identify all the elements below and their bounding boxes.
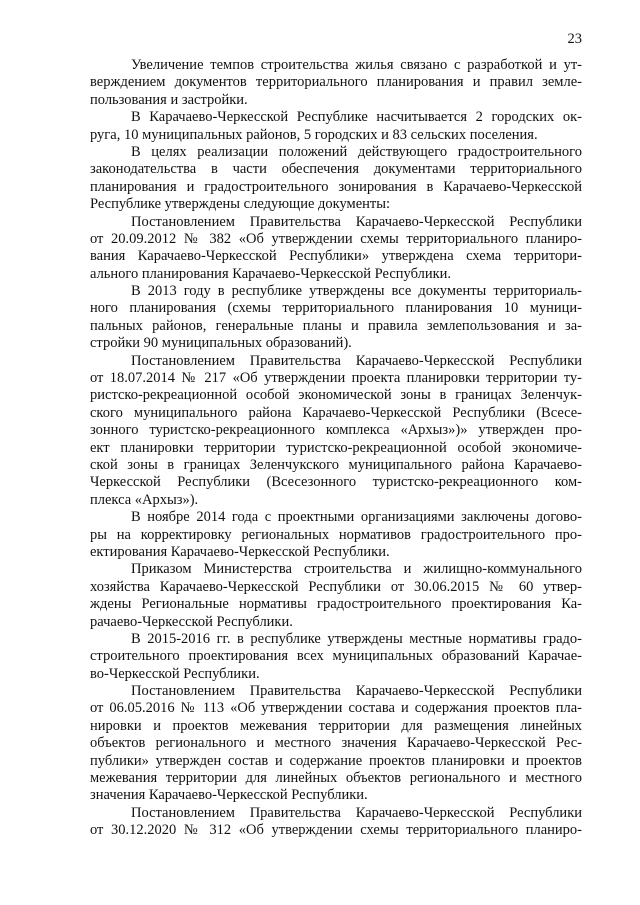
text-line: ального планирования Карачаево-Черкесской Республики. [90,265,452,282]
paragraph [90,57,582,109]
paragraph [90,144,582,214]
text-line: хозяйства Карачаево-Черкесской Республики от 30.06.2015 № 60 утвер- [90,578,582,595]
text-line: межевания территории для линейных объектов регионального и местного [90,770,582,787]
text-line: ного планирования (схемы территориального планирования 10 муници- [90,300,582,317]
text-line: Увеличение темпов строительства жилья связано с разработкой и ут- [131,57,582,73]
text-line: Постановлением Правительства Карачаево-Черкесской Республики [131,213,582,230]
text-line: В 2013 году в республике утверждены все документы территориаль- [131,283,582,300]
text-line: ектирования Карачаево-Черкесской Республики. [90,543,390,560]
paragraph [90,805,582,840]
text-line: ристско-рекреационной особой экономической зоны в границах Зеленчук- [90,387,582,404]
text-line: ского муниципального района Карачаево-Черкесской Республики (Всесе- [90,404,582,421]
text-line: ской зоны в границах Зеленчукского муниципального района Карачаево- [90,456,582,473]
text-line: В ноябре 2014 года с проектными организациями заключены догово- [131,509,582,526]
text-line: зонного туристско-рекреационного комплекса «Архыз»)» утвержден про- [90,422,582,439]
text-line: от 18.07.2014 № 217 «Об утверждении проекта планировки территории ту- [90,370,582,387]
text-line: Черкесской Республики (Всесезонного туристско-рекреационного ком- [90,474,582,491]
paragraph [90,683,582,805]
text-line: Постановлением Правительства Карачаево-Черкесской Республики [131,683,582,700]
text-line: ждены Региональные нормативы градостроительного проектирования Ка- [90,596,582,613]
text-line: Приказом Министерства строительства и жилищно-коммунального [131,561,582,578]
text-line: Постановлением Правительства Карачаево-Черкесской Республики [131,352,582,369]
paragraph [90,353,582,510]
text-line: Республике утверждены следующие документы: [90,196,391,213]
text-line: Постановлением Правительства Карачаево-Черкесской Республики [131,804,582,821]
text-line: пользования и застройки. [90,91,248,108]
text-line: от 06.05.2016 № 113 «Об утверждении состава и содержания проектов пла- [90,700,582,717]
text-line: строительного проектирования всех муниципальных образований Карачае- [90,648,582,665]
text-line: рачаево-Черкесской Республики. [90,613,293,630]
paragraph [90,509,582,561]
text-line: объектов регионального и местного значения Карачаево-Черкесской Рес- [90,735,582,752]
text-line: плекса «Архыз»). [90,491,199,508]
text-line: руга, 10 муниципальных районов, 5 городских и 83 сельских поселения. [90,126,538,143]
text-line: ры на корректировку региональных нормативов градостроительного про- [90,526,582,543]
text-line: В 2015-2016 гг. в республике утверждены местные нормативы градо- [131,630,582,647]
text-line: ект планировки территории туристско-рекреационной особой экономиче- [90,439,582,456]
page-number: 23 [567,31,582,47]
text-line: публики» утвержден состав и содержание проектов планировки и проектов [90,752,582,769]
text-line: нировки и проектов межевания территории для размещения линейных [90,717,582,734]
text-line: законодательства в части обеспечения документами территориального [90,161,582,178]
paragraph [90,561,582,631]
body-text [90,57,582,840]
paragraph [90,283,582,353]
text-line: пальных районов, генеральные планы и правила землепользования и за- [90,317,582,334]
text-line: во-Черкесской Республики. [90,665,260,682]
text-line: от 20.09.2012 № 382 «Об утверждении схемы территориального планиро- [90,230,582,247]
paragraph [90,214,582,284]
text-line: вания Карачаево-Черкесской Республики» утверждена схема территори- [90,248,582,265]
text-line: верждением документов территориального планирования и правил земле- [90,74,582,91]
paragraph [90,109,582,144]
text-line: В Карачаево-Черкесской Республике насчитывается 2 городских ок- [131,109,582,126]
paragraph [90,631,582,683]
text-line: планирования и градостроительного зонирования в Карачаево-Черкесской [90,178,582,195]
text-line: от 30.12.2020 № 312 «Об утверждении схемы территориального планиро- [90,822,582,839]
text-line: В целях реализации положений действующего градостроительного [131,143,582,160]
text-line: стройки 90 муниципальных образований). [90,335,352,352]
text-line: значения Карачаево-Черкесской Республики. [90,787,368,804]
